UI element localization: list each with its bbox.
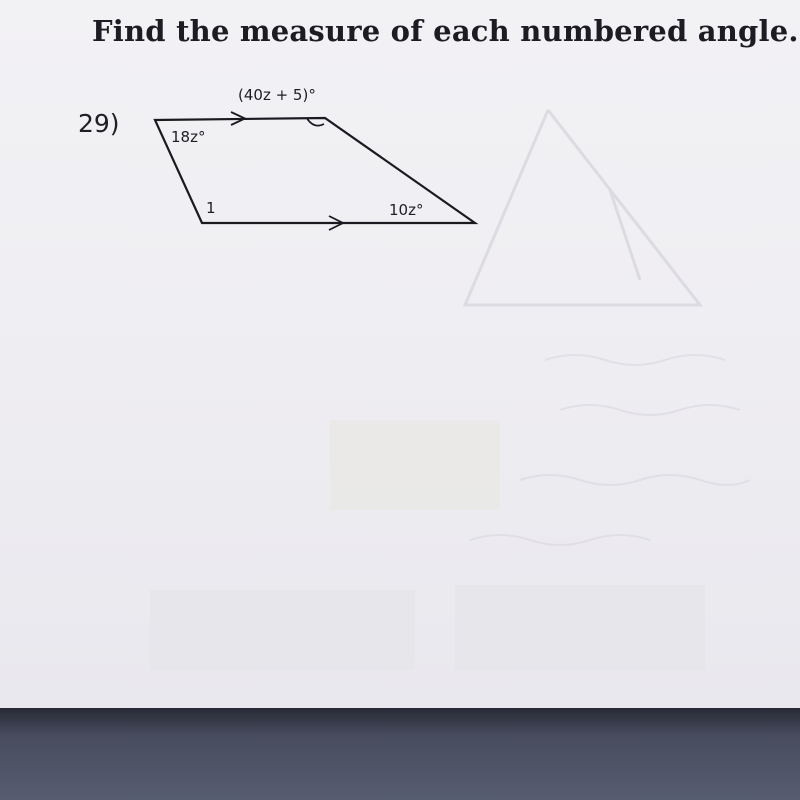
table-surface (0, 708, 800, 800)
angle-label-bottom-right: 10z° (389, 201, 424, 219)
worksheet-title: Find the measure of each numbered angle. (92, 14, 799, 48)
angle-label-top: (40z + 5)° (238, 86, 316, 104)
angle-arc-top (307, 119, 324, 126)
angle-label-top-left: 18z° (171, 128, 206, 146)
angle-label-1: 1 (206, 199, 216, 217)
problem-number: 29) (78, 109, 120, 138)
